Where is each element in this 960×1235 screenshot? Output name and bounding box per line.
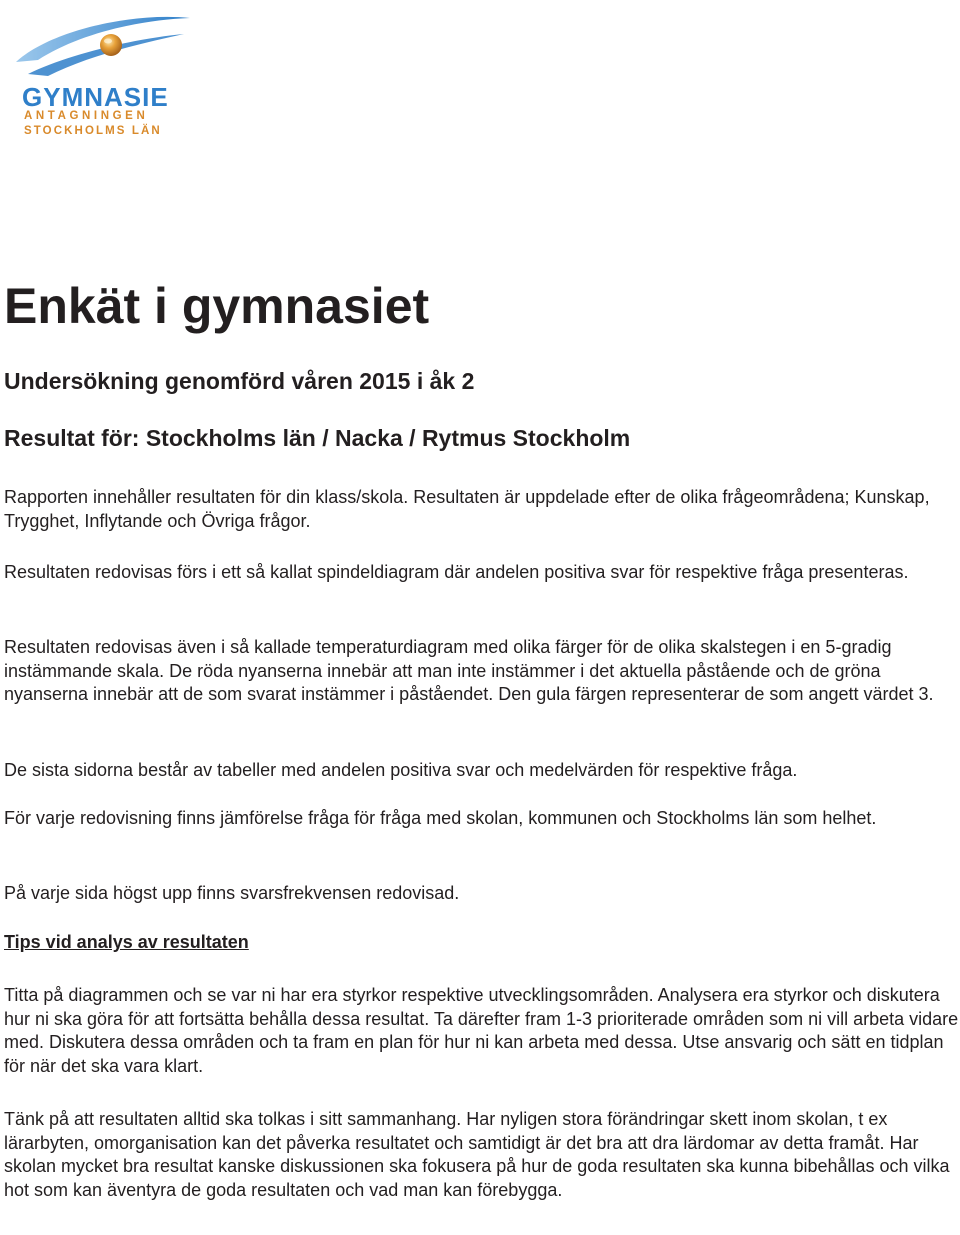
survey-subtitle: Undersökning genomförd våren 2015 i åk 2	[4, 368, 475, 394]
gymnasieantagningen-logo	[8, 4, 198, 139]
tips-heading: Tips vid analys av resultaten	[4, 932, 249, 952]
paragraph-spider-diagram: Resultaten redovisas förs i ett så kallat spindeldiagram där andelen positiva svar för respektive fråga presenteras.	[4, 562, 909, 582]
paragraph-response-rate: På varje sida högst upp finns svarsfrekvensen redovisad.	[4, 883, 460, 903]
page-title: Enkät i gymnasiet	[4, 278, 430, 334]
tips-paragraph-analysis: Titta på diagrammen och se var ni har era styrkor respektive utvecklingsområden. Analysera era styrkor och diskutera hur ni ska göra för att fortsätta behålla dessa resultat. Ta därefter fram 1-3 prioriterade områden som ni vill arbeta vidare med. Diskutera dessa områden och ta fram en plan för hur ni kan arbeta med dessa. Utse ansvarig och sätt en tidplan för när det ska vara klart.	[4, 985, 959, 1076]
logo-line3: STOCKHOLMS LÄN	[24, 125, 162, 137]
paragraph-intro: Rapporten innehåller resultaten för din klass/skola. Resultaten är uppdelade efter de olika frågeområdena; Kunskap, Trygghet, Inflytande och Övriga frågor.	[4, 487, 930, 531]
tips-paragraph-context: Tänk på att resultaten alltid ska tolkas i sitt sammanhang. Har nyligen stora förändringar skett inom skolan, t ex lärarbyten, omorganisation kan det påverka resultatet och samtidigt är det bra att dra lärdomar av detta framåt. Har skolan mycket bra resultat kanske diskussionen ska fokusera på hur de goda resultaten ska kunna bibehållas och vilka hot som kan äventyra de goda resultaten och vad man kan förebygga.	[4, 1109, 950, 1200]
swoosh-globe-icon	[8, 4, 198, 94]
logo-name: GYMNASIE	[22, 82, 169, 112]
paragraph-tables: De sista sidorna består av tabeller med andelen positiva svar och medelvärden för respektive fråga.	[4, 760, 798, 780]
logo-line2: ANTAGNINGEN	[24, 110, 149, 122]
paragraph-temperature-diagram: Resultaten redovisas även i så kallade temperaturdiagram med olika färger för de olika skalstegen i en 5-gradig instämmande skala. De röda nyanserna innebär att man inte instämmer i det aktuella påstående och de gröna nyanserna innebär att de som svarat instämmer i påståendet. Den gula färgen representerar de som angett värdet 3.	[4, 637, 934, 704]
result-for-heading: Resultat för: Stockholms län / Nacka / Rytmus Stockholm	[4, 425, 631, 451]
paragraph-comparison: För varje redovisning finns jämförelse fråga för fråga med skolan, kommunen och Stockholms län som helhet.	[4, 808, 877, 828]
